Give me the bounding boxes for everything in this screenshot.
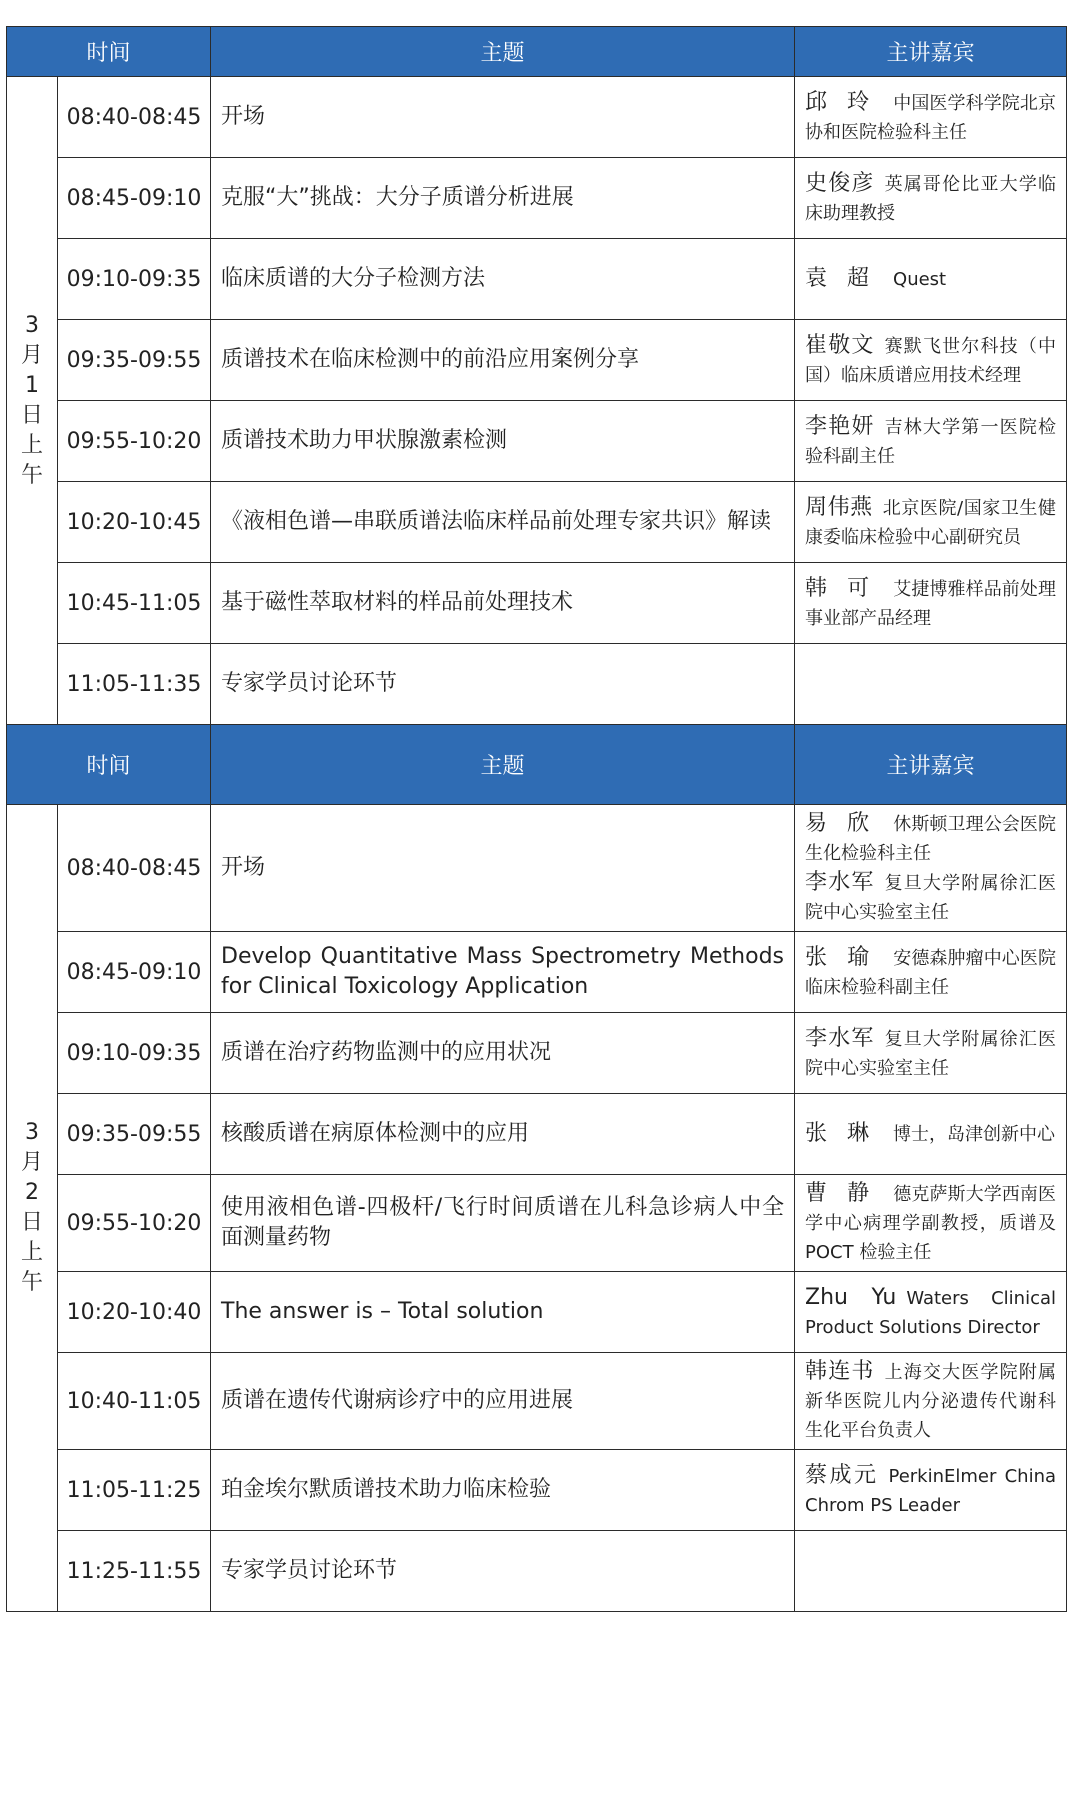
speaker-name: Zhu Yu: [805, 1284, 897, 1310]
session-topic: 质谱技术在临床检测中的前沿应用案例分享: [211, 320, 795, 401]
session-time: 09:10-09:35: [58, 1013, 211, 1094]
session-speaker: [795, 1272, 1067, 1353]
speaker-affiliation: 休斯顿卫理公会医院生化检验科主任: [805, 814, 1057, 864]
session-speaker: [795, 239, 1067, 320]
session-time: 09:55-10:20: [58, 1175, 211, 1272]
speaker-entry: [805, 493, 1056, 552]
speaker-entry: [805, 1119, 1056, 1149]
day-label-char: 3: [25, 1120, 39, 1145]
speaker-name: 曹静: [805, 1181, 890, 1206]
session-row: [7, 932, 1067, 1013]
speaker-name: 蔡成元: [805, 1462, 879, 1488]
speaker-affiliation: 安德森肿瘤中心医院临床检验科副主任: [805, 947, 1057, 998]
session-speaker: [795, 1353, 1067, 1450]
session-topic: 质谱技术助力甲状腺激素检测: [211, 401, 795, 482]
session-speaker: [795, 1094, 1067, 1175]
session-row: [7, 1531, 1067, 1612]
day-label-char: 午: [20, 1270, 43, 1295]
session-time: 11:25-11:55: [58, 1531, 211, 1612]
session-time: 11:05-11:25: [58, 1450, 211, 1531]
session-speaker: [795, 1013, 1067, 1094]
session-topic: 珀金埃尔默质谱技术助力临床检验: [211, 1450, 795, 1531]
session-speaker: [795, 77, 1067, 158]
session-speaker: [795, 1450, 1067, 1531]
session-row: [7, 77, 1067, 158]
speaker-name: 周伟燕: [805, 494, 873, 520]
session-time: 10:20-10:45: [58, 482, 211, 563]
speaker-entry: [805, 1461, 1056, 1520]
session-speaker: [795, 401, 1067, 482]
speaker-entry: [805, 1179, 1056, 1267]
speaker-affiliation: 中国医学科学院北京协和医院检验科主任: [805, 92, 1057, 143]
speaker-name: 易欣: [805, 811, 890, 836]
time-header: 时间: [7, 725, 211, 805]
session-speaker: [795, 482, 1067, 563]
session-topic: 使用液相色谱-四极杆/飞行时间质谱在儿科急诊病人中全面测量药物: [211, 1175, 795, 1272]
speaker-name: 崔敬文: [805, 332, 875, 358]
session-time: 10:40-11:05: [58, 1353, 211, 1450]
speaker-entry: [805, 88, 1056, 147]
speaker-affiliation: 上海交大医学院附属新华医院儿内分泌遗传代谢科生化平台负责人: [805, 1362, 1057, 1441]
speaker-affiliation: Quest: [893, 269, 947, 290]
speaker-affiliation: 艾捷博雅样品前处理事业部产品经理: [805, 578, 1057, 629]
day-label-char: 日: [20, 1210, 43, 1235]
session-topic: 质谱在遗传代谢病诊疗中的应用进展: [211, 1353, 795, 1450]
session-time: 09:10-09:35: [58, 239, 211, 320]
session-time: 09:35-09:55: [58, 320, 211, 401]
session-row: [7, 1175, 1067, 1272]
session-time: 10:45-11:05: [58, 563, 211, 644]
day-label-char: 午: [20, 462, 43, 488]
speaker-entry: [805, 331, 1056, 390]
speaker-name: 邱玲: [805, 89, 890, 115]
session-speaker: [795, 805, 1067, 932]
session-speaker: [795, 563, 1067, 644]
session-topic: 《液相色谱—串联质谱法临床样品前处理专家共识》解读: [211, 482, 795, 563]
speaker-name: 袁超: [805, 266, 890, 291]
topic-header: 主题: [211, 725, 795, 805]
session-topic: 专家学员讨论环节: [211, 644, 795, 725]
day-label-char: 日: [20, 402, 43, 428]
day-label-char: 上: [20, 432, 43, 458]
session-speaker: [795, 1175, 1067, 1272]
speaker-header: 主讲嘉宾: [795, 725, 1067, 805]
speaker-entry: [805, 868, 1056, 927]
session-time: 08:45-09:10: [58, 158, 211, 239]
session-time: 08:40-08:45: [58, 805, 211, 932]
speaker-affiliation: PerkinElmer China Chrom PS Leader: [805, 1465, 1057, 1516]
session-time: 09:55-10:20: [58, 401, 211, 482]
speaker-header: 主讲嘉宾: [795, 27, 1067, 77]
day-label-char: 2: [25, 1180, 39, 1205]
session-topic: 开场: [211, 805, 795, 932]
speaker-entry: [805, 169, 1056, 228]
speaker-affiliation: 复旦大学附属徐汇医院中心实验室主任: [805, 1028, 1057, 1079]
session-topic: 核酸质谱在病原体检测中的应用: [211, 1094, 795, 1175]
session-topic: Develop Quantitative Mass Spectrometry Methods for Clinical Toxicology Application: [211, 932, 795, 1013]
schedule-table: [6, 26, 1067, 1612]
session-time: 08:45-09:10: [58, 932, 211, 1013]
session-topic: 开场: [211, 77, 795, 158]
speaker-affiliation: 赛默飞世尔科技（中国）临床质谱应用技术经理: [805, 335, 1057, 386]
speaker-entry: [805, 943, 1056, 1002]
day-label: [7, 805, 58, 1612]
session-time: 08:40-08:45: [58, 77, 211, 158]
speaker-affiliation: 英属哥伦比亚大学临床助理教授: [805, 173, 1057, 224]
session-row: [7, 1094, 1067, 1175]
speaker-name: 韩可: [805, 575, 890, 601]
session-topic: 克服“大”挑战：大分子质谱分析进展: [211, 158, 795, 239]
day-label-char: 月: [20, 1150, 43, 1175]
session-row: [7, 805, 1067, 932]
session-speaker: [795, 158, 1067, 239]
session-row: [7, 563, 1067, 644]
session-topic: 专家学员讨论环节: [211, 1531, 795, 1612]
session-speaker: [795, 1531, 1067, 1612]
speaker-name: 李水军: [805, 1025, 875, 1051]
time-header: 时间: [7, 27, 211, 77]
speaker-name: 韩连书: [805, 1359, 875, 1384]
session-speaker: [795, 644, 1067, 725]
speaker-affiliation: 吉林大学第一医院检验科副主任: [805, 416, 1057, 467]
session-topic: 质谱在治疗药物监测中的应用状况: [211, 1013, 795, 1094]
session-topic: The answer is – Total solution: [211, 1272, 795, 1353]
speaker-entry: [805, 1024, 1056, 1083]
speaker-affiliation: 复旦大学附属徐汇医院中心实验室主任: [805, 873, 1057, 923]
speaker-entry: [805, 1283, 1056, 1342]
header-row: [7, 27, 1067, 77]
session-row: [7, 1450, 1067, 1531]
speaker-name: 张瑜: [805, 944, 890, 970]
speaker-name: 张琳: [805, 1121, 890, 1146]
speaker-affiliation: 德克萨斯大学西南医学中心病理学副教授，质谱及 POCT 检验主任: [805, 1184, 1057, 1263]
session-speaker: [795, 932, 1067, 1013]
topic-header: 主题: [211, 27, 795, 77]
day-label-char: 3: [25, 312, 39, 338]
session-row: [7, 158, 1067, 239]
session-row: [7, 401, 1067, 482]
session-row: [7, 1353, 1067, 1450]
speaker-entry: [805, 574, 1056, 633]
session-row: [7, 1013, 1067, 1094]
day-label-char: 1: [25, 372, 39, 398]
session-time: 10:20-10:40: [58, 1272, 211, 1353]
session-time: 09:35-09:55: [58, 1094, 211, 1175]
speaker-affiliation: 北京医院/国家卫生健康委临床检验中心副研究员: [805, 497, 1056, 548]
session-row: [7, 482, 1067, 563]
speaker-name: 李艳妍: [805, 413, 875, 439]
session-row: [7, 320, 1067, 401]
header-row: [7, 725, 1067, 805]
session-time: 11:05-11:35: [58, 644, 211, 725]
speaker-name: 史俊彦: [805, 170, 875, 196]
speaker-entry: [805, 809, 1056, 868]
speaker-entry: [805, 412, 1056, 471]
speaker-affiliation: 博士，岛津创新中心: [893, 1124, 1056, 1145]
day-label-char: 上: [20, 1240, 43, 1265]
speaker-entry: [805, 1357, 1056, 1445]
day-label-char: 月: [20, 342, 43, 368]
speaker-entry: [805, 264, 1056, 294]
speaker-name: 李水军: [805, 870, 875, 895]
session-topic: 基于磁性萃取材料的样品前处理技术: [211, 563, 795, 644]
session-row: [7, 1272, 1067, 1353]
session-row: [7, 644, 1067, 725]
speaker-affiliation: Waters Clinical Product Solutions Director: [805, 1287, 1057, 1338]
session-speaker: [795, 320, 1067, 401]
day-label: [7, 77, 58, 725]
schedule-body: [7, 27, 1067, 1612]
session-row: [7, 239, 1067, 320]
session-topic: 临床质谱的大分子检测方法: [211, 239, 795, 320]
